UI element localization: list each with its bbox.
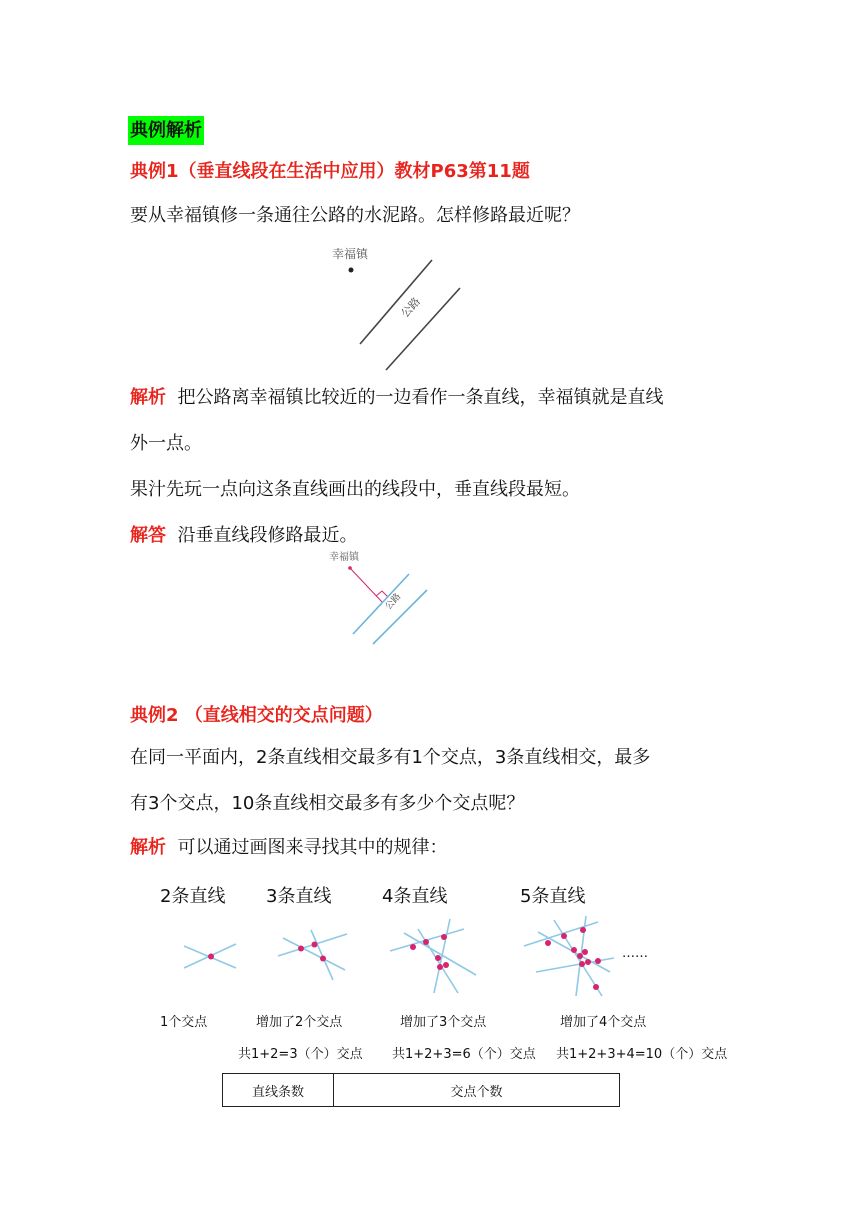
town-point [349,268,354,273]
right-angle-mark [376,591,388,597]
two-lines-diagram [180,936,240,976]
table-header-points: 交点个数 [334,1074,620,1107]
perpendicular-figure [325,548,435,648]
intersection-point [312,942,318,948]
ellipsis: …… [622,946,648,961]
four-lines-diagram [388,915,478,995]
intersection-point [545,940,551,946]
increment-label: 增加了4个交点 [560,1015,647,1030]
table-header-row [223,1074,620,1107]
example1-question: 要从幸福镇修一条通往公路的水泥路。怎样修路最近呢？ [130,205,580,226]
intersection-point [437,964,443,970]
increment-label: 增加了2个交点 [256,1015,343,1030]
intersection-point [595,958,601,964]
intersection-point [582,949,588,955]
increment-label: 增加了3个交点 [400,1015,487,1030]
town-road-figure [320,240,480,375]
intersection-point [441,934,447,940]
example2-title: 典例2 （直线相交的交点问题） [130,705,383,726]
section-heading: 典例解析 [128,116,204,142]
total-label: 共1+2=3（个）交点 [238,1047,363,1062]
example2-question-line2: 有3个交点，10条直线相交最多有多少个交点呢？ [130,793,525,814]
total-label: 共1+2+3=6（个）交点 [392,1047,536,1062]
analysis1-line2: 外一点。 [130,433,202,454]
example1-title: 典例1（垂直线段在生活中应用）教材P63第11题 [130,161,530,182]
intersection-point [320,956,326,962]
lines-intersections-table [222,1073,620,1107]
diagram-label-3-lines: 3条直线 [266,886,332,907]
intersection-point [435,955,441,961]
intersection-point [571,947,577,953]
intersection-point [580,927,586,933]
intersection-point [577,953,583,959]
intersection-point [579,961,585,967]
town-label: 幸福镇 [332,247,369,261]
road-label: 公路 [383,591,404,613]
analysis1-line3: 果汁先玩一点向这条直线画出的线段中，垂直线段最短。 [130,479,580,500]
answer1-line: 解答 沿垂直线段修路最近。 [130,525,358,546]
intersection-point [593,984,599,990]
diagram-label-2-lines: 2条直线 [160,886,226,907]
analysis1-line1: 解析 把公路离幸福镇比较近的一边看作一条直线，幸福镇就是直线 [130,387,664,408]
total-label: 共1+2+3+4=10（个）交点 [556,1047,728,1062]
road-label: 公路 [398,294,423,321]
diagram-label-4-lines: 4条直线 [382,886,448,907]
intersection-point [423,939,429,945]
intersection-point [410,944,416,950]
analysis2-line: 解析 可以通过画图来寻找其中的规律： [130,837,448,858]
intersection-point [208,954,214,960]
table-header-lines: 直线条数 [223,1074,334,1107]
five-lines-diagram [522,912,617,1000]
line [524,922,598,946]
intersection-point [561,933,567,939]
diagram-label-5-lines: 5条直线 [520,886,586,907]
intersection-point [443,962,449,968]
road-edge-near [353,574,409,634]
perpendicular-segment [350,568,382,602]
line [536,958,614,972]
three-lines-diagram [275,928,350,983]
example2-question-line1: 在同一平面内，2条直线相交最多有1个交点，3条直线相交，最多 [130,747,651,768]
town-label: 幸福镇 [329,552,359,563]
intersection-point [585,959,591,965]
intersection-point [298,946,304,952]
increment-label: 1个交点 [160,1015,208,1030]
